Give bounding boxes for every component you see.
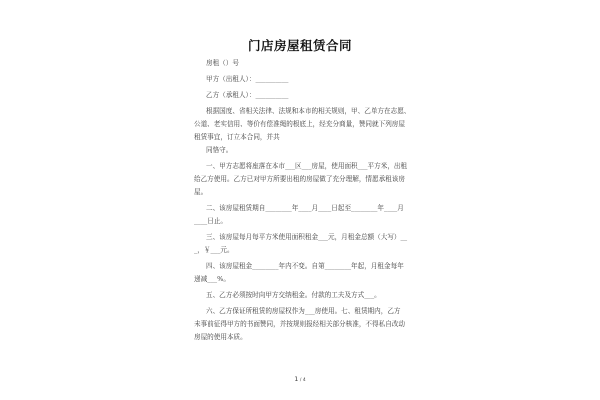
clause-1-line-2: 给乙方使用。乙方已对甲方所要出租的房屋做了充分理解，情愿承租该房 <box>194 175 405 183</box>
document-title: 门店房屋租赁合同 <box>247 38 352 53</box>
clause-2-line-1: 二、该房屋租赁期自________年____月____日起至________年____月 <box>206 204 404 212</box>
clause-1-line-1: 一、甲方志愿将座落在本市___区___房屋，使用面积___平方米，出租 <box>206 162 408 170</box>
clause-2-line-2: ____日止。 <box>194 217 227 225</box>
preamble-line-4: 同恪守。 <box>206 146 233 154</box>
party-a-line: 甲方（出租人）：__________ <box>206 75 289 83</box>
page-number: 1 / 4 <box>294 375 306 383</box>
clause-3-line-1: 三、该房屋每月每平方米使用面积租金___元，月租金总额（大写）__ <box>206 233 408 241</box>
contract-number-line: 房租（）号 <box>206 59 239 67</box>
clause-3-line-2: _，￥___元。 <box>194 246 234 254</box>
clause-1-line-3: 屋。 <box>194 188 208 196</box>
preamble-line-2: 公道、老实信用、等价有偿准绳的根底上，经充分商量，赞同就下列房屋 <box>194 120 405 128</box>
clause-6-line-3: 房屋的使用本质。 <box>194 333 247 341</box>
clause-4-line-2: 递减___%。 <box>194 275 230 283</box>
preamble-line-3: 租赁事宜，订立本合同，并共 <box>194 133 280 141</box>
preamble-line-1: 根据国度、省相关法律、法规和本市的相关规则，甲、乙单方在志愿、 <box>206 107 411 115</box>
page-current: 1 <box>294 375 299 383</box>
clause-4-line-1: 四、该房屋租金________年内不变。自第________年起，月租金每年 <box>206 262 404 270</box>
party-b-line: 乙方（承租人）：__________ <box>206 91 289 99</box>
clause-6-line-1: 六、乙方保证所租赁的房屋权作为___房使用。七、租赁期内，乙方 <box>206 307 401 315</box>
clause-6-line-2: 未事前征得甲方的书面赞同，并按规则报经相关部分核准，不得私自改动 <box>194 320 405 328</box>
clause-5-line: 五、乙方必须按时向甲方交纳租金。付款的工夫及方式___。 <box>206 291 381 299</box>
page-total: 4 <box>302 378 306 383</box>
